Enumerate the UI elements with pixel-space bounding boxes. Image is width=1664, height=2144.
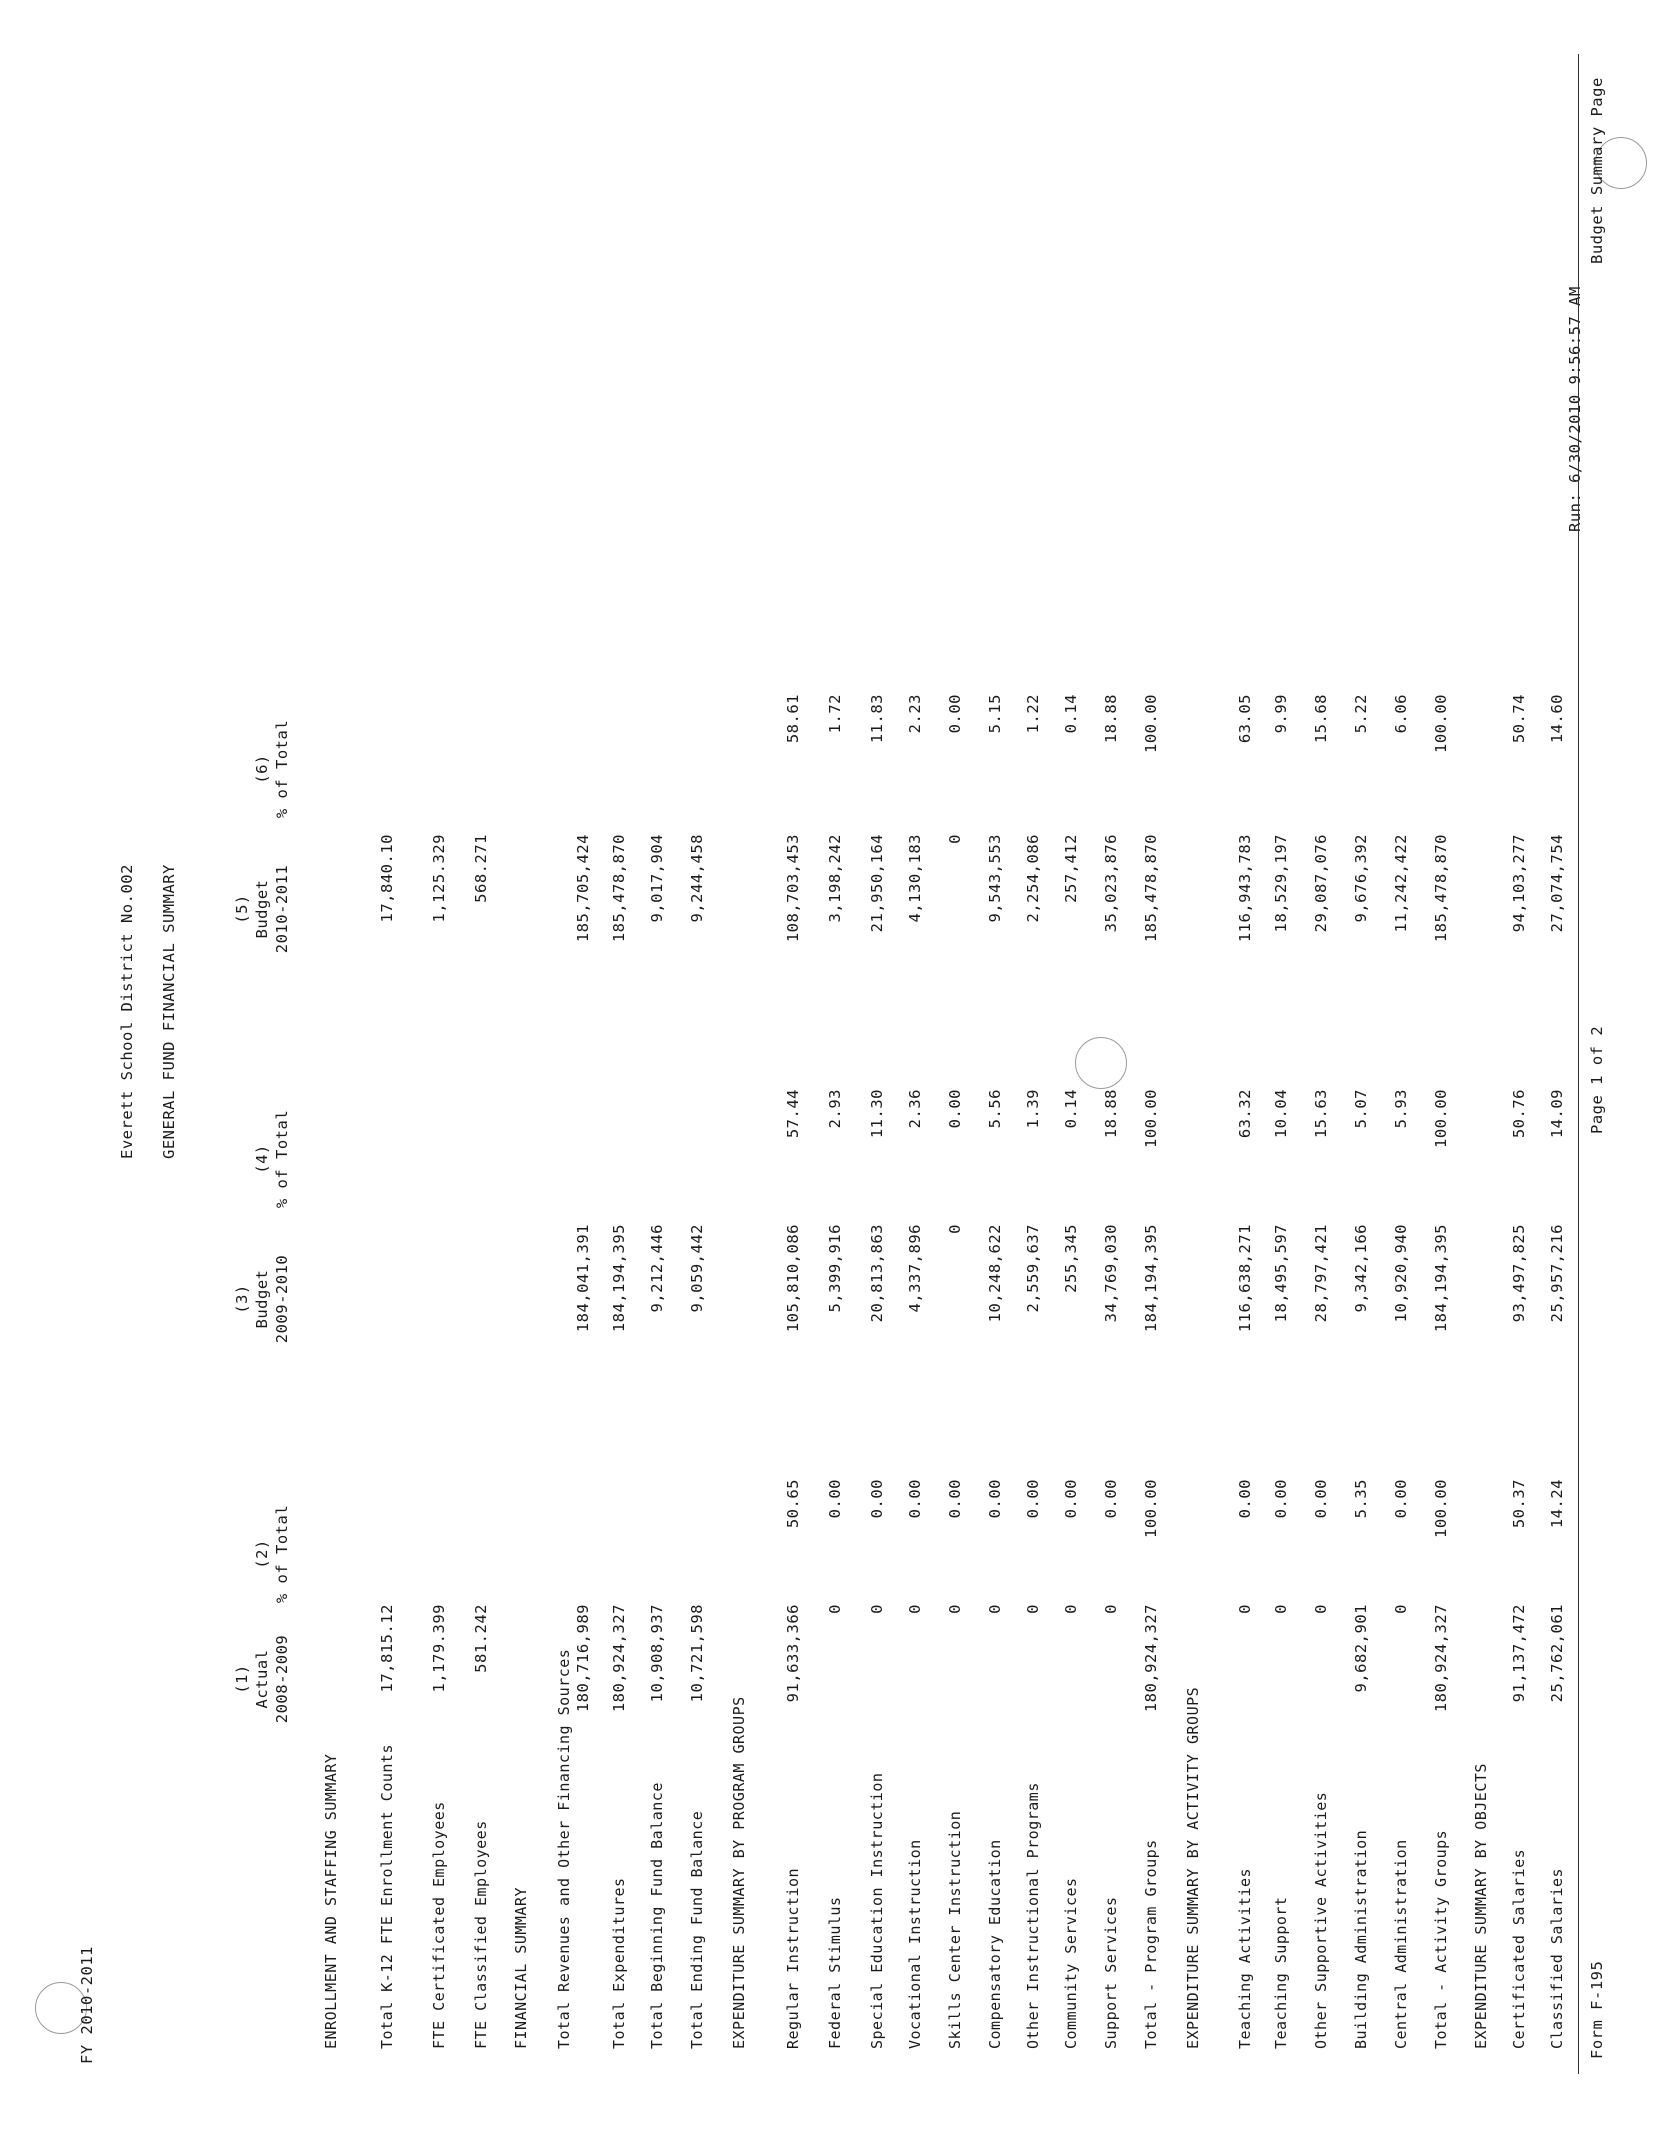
cell-col-1: 0 bbox=[986, 1604, 1004, 1614]
cell-col-1: 91,137,472 bbox=[1510, 1604, 1528, 1703]
run-timestamp: Run: 6/30/2010 9:56:57 AM bbox=[1566, 286, 1584, 532]
page-number: Page 1 of 2 bbox=[1588, 1025, 1606, 1134]
cell-col-4: 11.30 bbox=[868, 1089, 886, 1139]
row-label: Community Services bbox=[1062, 1877, 1080, 2049]
row-label: Teaching Support bbox=[1272, 1896, 1290, 2049]
row-label: Total Revenues and Other Financing Sources bbox=[555, 1648, 573, 2049]
column-header-num: (4) bbox=[253, 1144, 271, 1174]
cell-col-5: 9,017,904 bbox=[648, 834, 666, 923]
row-label: Total - Activity Groups bbox=[1432, 1829, 1450, 2049]
column-header-line2 bbox=[292, 1454, 312, 1654]
row-label: Vocational Instruction bbox=[906, 1839, 924, 2049]
cell-col-6: 1.72 bbox=[826, 694, 844, 734]
row-label: Teaching Activities bbox=[1236, 1867, 1254, 2049]
column-header-2 bbox=[252, 1454, 312, 1654]
column-header-num: (5) bbox=[233, 894, 251, 924]
cell-col-1: 180,924,327 bbox=[610, 1604, 628, 1713]
cell-col-5: 185,478,870 bbox=[1432, 834, 1450, 943]
table-row bbox=[986, 0, 1022, 2144]
cell-col-3: 18,495,597 bbox=[1272, 1224, 1290, 1323]
table-row bbox=[1024, 0, 1060, 2144]
row-label: Classified Salaries bbox=[1548, 1867, 1566, 2049]
section-heading-row bbox=[730, 0, 766, 2144]
row-label: Support Services bbox=[1102, 1896, 1120, 2049]
row-label: Other Supportive Activities bbox=[1312, 1791, 1330, 2049]
cell-col-2: 14.24 bbox=[1548, 1479, 1566, 1529]
column-header-line2 bbox=[292, 1059, 312, 1259]
table-row bbox=[610, 0, 646, 2144]
cell-col-5: 35,023,876 bbox=[1102, 834, 1120, 933]
column-header-line1: % of Total bbox=[273, 719, 291, 819]
section-heading-row bbox=[1184, 0, 1220, 2144]
cell-col-4: 10.04 bbox=[1272, 1089, 1290, 1139]
cell-col-1: 0 bbox=[946, 1604, 964, 1614]
cell-col-5: 0 bbox=[946, 834, 964, 844]
district-name: Everett School District No.002 bbox=[118, 864, 136, 1159]
cell-col-4: 14.09 bbox=[1548, 1089, 1566, 1139]
row-label: Compensatory Education bbox=[986, 1839, 1004, 2049]
cell-col-3: 9,212,446 bbox=[648, 1224, 666, 1313]
cell-col-1: 0 bbox=[826, 1604, 844, 1614]
cell-col-4: 2.36 bbox=[906, 1089, 924, 1129]
cell-col-2: 50.65 bbox=[784, 1479, 802, 1529]
cell-col-3: 105,810,086 bbox=[784, 1224, 802, 1333]
cell-col-2: 0.00 bbox=[1024, 1479, 1042, 1519]
cell-col-4: 1.39 bbox=[1024, 1089, 1042, 1129]
cell-col-1: 1,179.399 bbox=[430, 1604, 448, 1693]
section-heading-row bbox=[1472, 0, 1508, 2144]
cell-col-2: 0.00 bbox=[826, 1479, 844, 1519]
cell-col-6: 5.15 bbox=[986, 694, 1004, 734]
row-label: Federal Stimulus bbox=[826, 1896, 844, 2049]
cell-col-1: 0 bbox=[1236, 1604, 1254, 1614]
cell-col-3: 10,248,622 bbox=[986, 1224, 1004, 1323]
column-header-line2: 2009-2010 bbox=[273, 1254, 291, 1344]
cell-col-3: 25,957,216 bbox=[1548, 1224, 1566, 1323]
column-header-line1: Actual bbox=[253, 1649, 271, 1709]
table-row bbox=[1392, 0, 1428, 2144]
table-row bbox=[868, 0, 904, 2144]
table-row bbox=[1510, 0, 1546, 2144]
table-row bbox=[688, 0, 724, 2144]
cell-col-6: 6.06 bbox=[1392, 694, 1410, 734]
section-heading: EXPENDITURE SUMMARY BY ACTIVITY GROUPS bbox=[1184, 1686, 1202, 2049]
cell-col-6: 11.83 bbox=[868, 694, 886, 744]
cell-col-1: 180,716,989 bbox=[574, 1604, 592, 1713]
row-label: Regular Instruction bbox=[784, 1867, 802, 2049]
column-header-num: (2) bbox=[253, 1539, 271, 1569]
cell-col-2: 0.00 bbox=[986, 1479, 1004, 1519]
section-heading-row bbox=[322, 0, 358, 2144]
cell-col-5: 29,087,076 bbox=[1312, 834, 1330, 933]
cell-col-6: 63.05 bbox=[1236, 694, 1254, 744]
cell-col-2: 0.00 bbox=[946, 1479, 964, 1519]
table-row bbox=[378, 0, 414, 2144]
cell-col-2: 100.00 bbox=[1432, 1479, 1450, 1538]
cell-col-4: 0.14 bbox=[1062, 1089, 1080, 1129]
row-label: Central Administration bbox=[1392, 1839, 1410, 2049]
cell-col-5: 108,703,453 bbox=[784, 834, 802, 943]
cell-col-2: 0.00 bbox=[1102, 1479, 1120, 1519]
table-row bbox=[1312, 0, 1348, 2144]
cell-col-5: 185,478,870 bbox=[610, 834, 628, 943]
row-label: Total Beginning Fund Balance bbox=[648, 1782, 666, 2049]
cell-col-3: 184,041,391 bbox=[574, 1224, 592, 1333]
row-label: FTE Classified Employees bbox=[472, 1820, 490, 2049]
cell-col-3: 184,194,395 bbox=[610, 1224, 628, 1333]
form-id: Form F-195 bbox=[1588, 1960, 1606, 2059]
cell-col-5: 257,412 bbox=[1062, 834, 1080, 903]
cell-col-4: 50.76 bbox=[1510, 1089, 1528, 1139]
cell-col-3: 9,342,166 bbox=[1352, 1224, 1370, 1313]
cell-col-3: 184,194,395 bbox=[1432, 1224, 1450, 1333]
cell-col-5: 1,125.329 bbox=[430, 834, 448, 923]
footer-caption: Budget Summary Page bbox=[1588, 77, 1606, 264]
cell-col-1: 0 bbox=[1102, 1604, 1120, 1614]
cell-col-6: 5.22 bbox=[1352, 694, 1370, 734]
cell-col-3: 34,769,030 bbox=[1102, 1224, 1120, 1323]
cell-col-5: 27,074,754 bbox=[1548, 834, 1566, 933]
cell-col-4: 18.88 bbox=[1102, 1089, 1120, 1139]
row-label: Building Administration bbox=[1352, 1829, 1370, 2049]
cell-col-3: 0 bbox=[946, 1224, 964, 1234]
column-header-line2: 2010-2011 bbox=[273, 864, 291, 954]
cell-col-6: 0.00 bbox=[946, 694, 964, 734]
cell-col-4: 15.63 bbox=[1312, 1089, 1330, 1139]
table-row bbox=[1236, 0, 1272, 2144]
fiscal-year: FY 2010-2011 bbox=[78, 1946, 96, 2064]
cell-col-5: 17,840.10 bbox=[378, 834, 396, 923]
cell-col-5: 11,242,422 bbox=[1392, 834, 1410, 933]
row-label: Total K-12 FTE Enrollment Counts bbox=[378, 1744, 396, 2049]
row-label: Certificated Salaries bbox=[1510, 1848, 1528, 2049]
cell-col-5: 3,198,242 bbox=[826, 834, 844, 923]
section-heading: EXPENDITURE SUMMARY BY OBJECTS bbox=[1472, 1763, 1490, 2049]
cell-col-5: 18,529,197 bbox=[1272, 834, 1290, 933]
cell-col-3: 93,497,825 bbox=[1510, 1224, 1528, 1323]
cell-col-5: 21,950,164 bbox=[868, 834, 886, 933]
cell-col-1: 581.242 bbox=[472, 1604, 490, 1673]
table-row bbox=[430, 0, 466, 2144]
table-row bbox=[906, 0, 942, 2144]
cell-col-3: 2,559,637 bbox=[1024, 1224, 1042, 1313]
cell-col-2: 5.35 bbox=[1352, 1479, 1370, 1519]
cell-col-1: 25,762,061 bbox=[1548, 1604, 1566, 1703]
cell-col-4: 0.00 bbox=[946, 1089, 964, 1129]
row-label: Total Ending Fund Balance bbox=[688, 1810, 706, 2049]
row-label: FTE Certificated Employees bbox=[430, 1801, 448, 2049]
cell-col-5: 4,130,183 bbox=[906, 834, 924, 923]
cell-col-3: 5,399,916 bbox=[826, 1224, 844, 1313]
column-header-num: (1) bbox=[233, 1664, 251, 1694]
cell-col-2: 0.00 bbox=[1236, 1479, 1254, 1519]
section-heading: FINANCIAL SUMMARY bbox=[512, 1886, 530, 2049]
row-label: Skills Center Instruction bbox=[946, 1810, 964, 2049]
table-row bbox=[555, 0, 591, 2144]
table-row bbox=[784, 0, 820, 2144]
footer-rule bbox=[1578, 54, 1579, 2074]
column-header-line1: % of Total bbox=[273, 1109, 291, 1209]
cell-col-2: 0.00 bbox=[1392, 1479, 1410, 1519]
table-row bbox=[826, 0, 862, 2144]
cell-col-3: 9,059,442 bbox=[688, 1224, 706, 1313]
cell-col-5: 568.271 bbox=[472, 834, 490, 903]
cell-col-4: 5.93 bbox=[1392, 1089, 1410, 1129]
section-heading: EXPENDITURE SUMMARY BY PROGRAM GROUPS bbox=[730, 1696, 748, 2049]
table-row bbox=[1432, 0, 1468, 2144]
cell-col-1: 0 bbox=[1312, 1604, 1330, 1614]
cell-col-5: 185,705,424 bbox=[574, 834, 592, 943]
cell-col-5: 9,543,553 bbox=[986, 834, 1004, 923]
cell-col-1: 0 bbox=[868, 1604, 886, 1614]
row-label: Special Education Instruction bbox=[868, 1772, 886, 2049]
table-row bbox=[1272, 0, 1308, 2144]
cell-col-2: 50.37 bbox=[1510, 1479, 1528, 1529]
cell-col-4: 57.44 bbox=[784, 1089, 802, 1139]
cell-col-5: 9,676,392 bbox=[1352, 834, 1370, 923]
cell-col-2: 0.00 bbox=[1312, 1479, 1330, 1519]
cell-col-1: 91,633,366 bbox=[784, 1604, 802, 1703]
cell-col-6: 2.23 bbox=[906, 694, 924, 734]
cell-col-1: 180,924,327 bbox=[1142, 1604, 1160, 1713]
row-label: Total Expenditures bbox=[610, 1877, 628, 2049]
cell-col-5: 94,103,277 bbox=[1510, 834, 1528, 933]
column-header-line1: Budget bbox=[253, 879, 271, 939]
cell-col-2: 0.00 bbox=[1272, 1479, 1290, 1519]
cell-col-1: 0 bbox=[1272, 1604, 1290, 1614]
cell-col-6: 0.14 bbox=[1062, 694, 1080, 734]
cell-col-3: 184,194,395 bbox=[1142, 1224, 1160, 1333]
column-header-6 bbox=[252, 669, 312, 869]
cell-col-4: 5.56 bbox=[986, 1089, 1004, 1129]
cell-col-2: 0.00 bbox=[1062, 1479, 1080, 1519]
cell-col-2: 0.00 bbox=[868, 1479, 886, 1519]
table-row bbox=[1102, 0, 1138, 2144]
column-header-line2: 2008-2009 bbox=[273, 1634, 291, 1724]
section-heading: ENROLLMENT AND STAFFING SUMMARY bbox=[322, 1753, 340, 2049]
cell-col-1: 10,908,937 bbox=[648, 1604, 666, 1703]
cell-col-5: 2,254,086 bbox=[1024, 834, 1042, 923]
table-row bbox=[472, 0, 508, 2144]
table-row bbox=[1352, 0, 1388, 2144]
column-header-4 bbox=[252, 1059, 312, 1259]
column-header-num: (6) bbox=[253, 754, 271, 784]
cell-col-4: 5.07 bbox=[1352, 1089, 1370, 1129]
cell-col-3: 20,813,863 bbox=[868, 1224, 886, 1323]
cell-col-1: 10,721,598 bbox=[688, 1604, 706, 1703]
column-header-num: (3) bbox=[233, 1284, 251, 1314]
cell-col-6: 18.88 bbox=[1102, 694, 1120, 744]
cell-col-6: 9.99 bbox=[1272, 694, 1290, 734]
cell-col-1: 9,682,901 bbox=[1352, 1604, 1370, 1693]
cell-col-3: 4,337,896 bbox=[906, 1224, 924, 1313]
cell-col-6: 100.00 bbox=[1142, 694, 1160, 753]
cell-col-6: 58.61 bbox=[784, 694, 802, 744]
table-row bbox=[648, 0, 684, 2144]
cell-col-3: 255,345 bbox=[1062, 1224, 1080, 1293]
table-row bbox=[1062, 0, 1098, 2144]
cell-col-4: 100.00 bbox=[1432, 1089, 1450, 1148]
cell-col-3: 116,638,271 bbox=[1236, 1224, 1254, 1333]
cell-col-5: 116,943,783 bbox=[1236, 834, 1254, 943]
cell-col-3: 10,920,940 bbox=[1392, 1224, 1410, 1323]
cell-col-2: 100.00 bbox=[1142, 1479, 1160, 1538]
cell-col-6: 14.60 bbox=[1548, 694, 1566, 744]
cell-col-6: 15.68 bbox=[1312, 694, 1330, 744]
cell-col-2: 0.00 bbox=[906, 1479, 924, 1519]
cell-col-1: 0 bbox=[1392, 1604, 1410, 1614]
cell-col-6: 50.74 bbox=[1510, 694, 1528, 744]
column-header-line1: Budget bbox=[253, 1269, 271, 1329]
cell-col-1: 17,815.12 bbox=[378, 1604, 396, 1693]
row-label: Total - Program Groups bbox=[1142, 1839, 1160, 2049]
cell-col-1: 180,924,327 bbox=[1432, 1604, 1450, 1713]
row-label: Other Instructional Programs bbox=[1024, 1782, 1042, 2049]
table-row bbox=[946, 0, 982, 2144]
cell-col-3: 28,797,421 bbox=[1312, 1224, 1330, 1323]
cell-col-1: 0 bbox=[1024, 1604, 1042, 1614]
column-header-line1: % of Total bbox=[273, 1504, 291, 1604]
cell-col-5: 185,478,870 bbox=[1142, 834, 1160, 943]
report-title: GENERAL FUND FINANCIAL SUMMARY bbox=[160, 864, 178, 1159]
section-heading-row bbox=[512, 0, 548, 2144]
column-header-line2 bbox=[292, 669, 312, 869]
cell-col-5: 9,244,458 bbox=[688, 834, 706, 923]
cell-col-1: 0 bbox=[1062, 1604, 1080, 1614]
cell-col-4: 63.32 bbox=[1236, 1089, 1254, 1139]
cell-col-4: 100.00 bbox=[1142, 1089, 1160, 1148]
cell-col-1: 0 bbox=[906, 1604, 924, 1614]
table-row bbox=[1142, 0, 1178, 2144]
cell-col-4: 2.93 bbox=[826, 1089, 844, 1129]
cell-col-6: 1.22 bbox=[1024, 694, 1042, 734]
cell-col-6: 100.00 bbox=[1432, 694, 1450, 753]
